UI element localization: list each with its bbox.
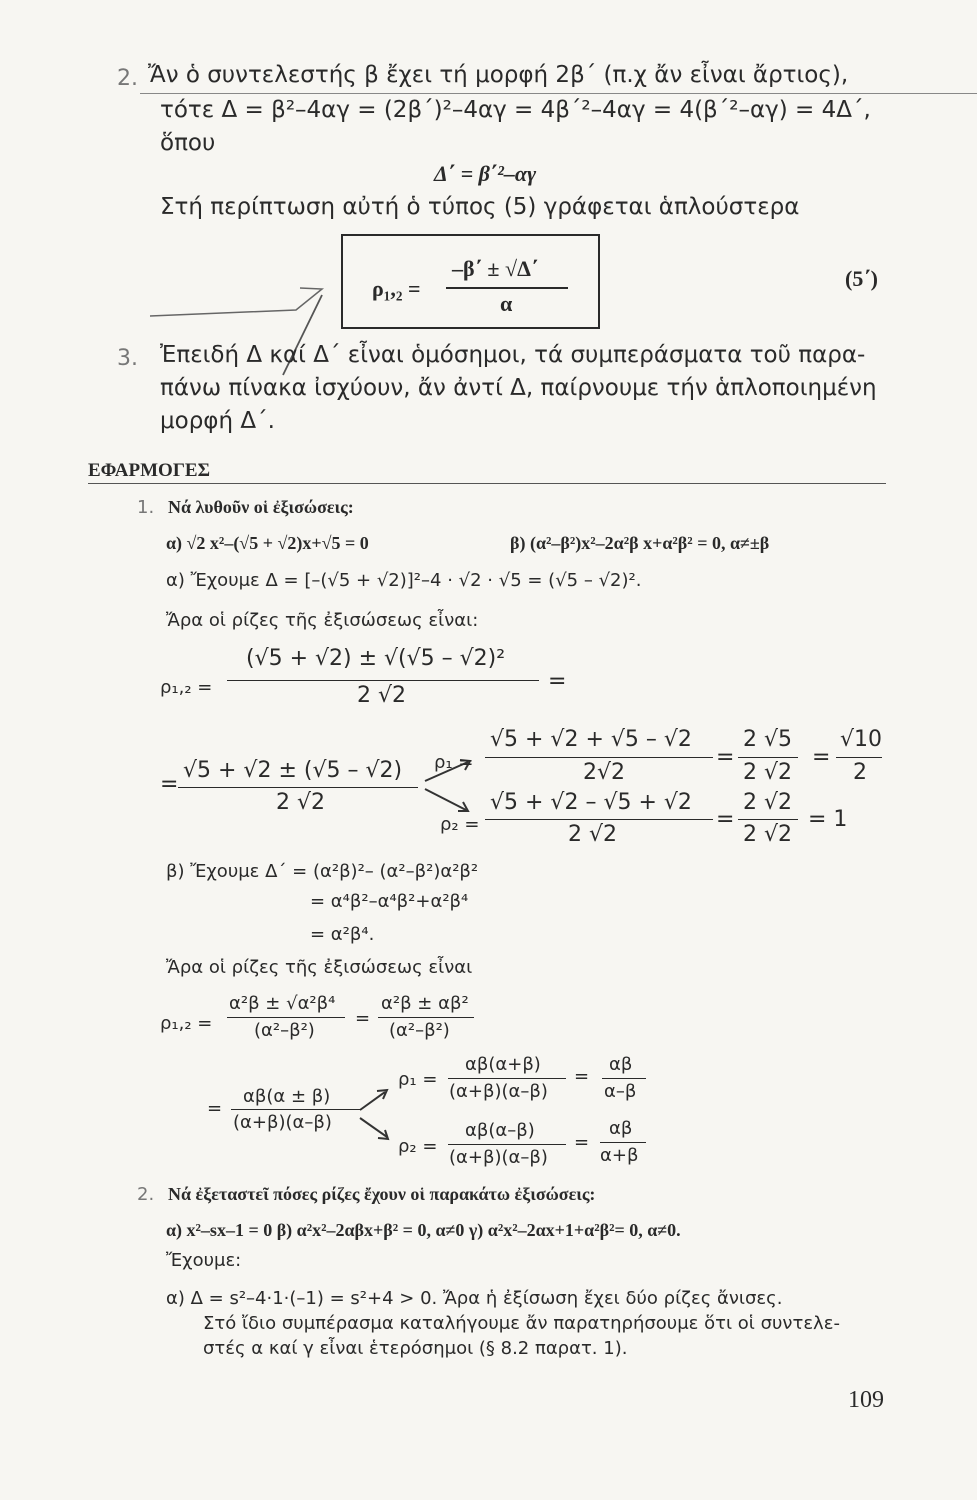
split-denominator: 2 √2 xyxy=(276,790,326,815)
rho2-numerator: √5 + √2 – √5 + √2 xyxy=(490,790,692,815)
rho2-mid-numerator: 2 √2 xyxy=(743,790,793,815)
b-roots-denominator-2: (α²–β²) xyxy=(389,1020,450,1041)
rho1-mid-denominator: 2 √2 xyxy=(743,760,793,785)
rho1-mid-numerator: 2 √5 xyxy=(743,727,793,752)
exercise-1-equation-b: β) (α²–β²)x²–2α²β x+α²β² = 0, α≠±β xyxy=(510,533,770,553)
delta-prime-formula: Δ΄ = β΄²–αγ xyxy=(434,161,537,186)
rho1-result-bar xyxy=(836,757,882,758)
b-rho1-result-bar xyxy=(602,1078,646,1079)
split-numerator: √5 + √2 ± (√5 – √2) xyxy=(183,758,403,783)
b-roots-denominator-1: (α²–β²) xyxy=(254,1020,315,1041)
b-rho1-equals: = xyxy=(574,1066,590,1087)
roots-numerator: (√5 + √2) ± √(√5 – √2)² xyxy=(246,646,506,671)
exercise-2-intro: Ἔχουμε: xyxy=(166,1250,242,1271)
formula-tag: (5΄) xyxy=(845,266,878,291)
rho2-mid-denominator: 2 √2 xyxy=(743,822,793,847)
page-number: 109 xyxy=(848,1387,884,1413)
b-rho2-denominator: (α+β)(α–β) xyxy=(449,1147,548,1168)
b-roots-lhs: ρ₁,₂ = xyxy=(160,1013,213,1034)
b-rho1-result-numerator: αβ xyxy=(609,1054,633,1075)
heading-rule xyxy=(88,483,886,484)
b-rho2-result-numerator: αβ xyxy=(609,1118,633,1139)
b-rho1-label: ρ₁ = xyxy=(398,1069,438,1090)
b-roots-numerator-2: α²β ± αβ² xyxy=(381,993,469,1014)
exercise-1-number: 1. xyxy=(137,497,155,518)
rho2-equals-1: = xyxy=(716,807,735,832)
rho1-equals-1: = xyxy=(716,745,735,770)
rho2-result: = 1 xyxy=(808,807,848,832)
rho2-denominator: 2 √2 xyxy=(568,822,618,847)
b-rho1-denominator: (α+β)(α–β) xyxy=(449,1081,548,1102)
rho1-label: ρ₁ = xyxy=(434,752,474,773)
exercise-1-equation-a: α) √2 x²–(√5 + √2)x+√5 = 0 xyxy=(166,533,369,553)
b-rho2-bar xyxy=(448,1144,566,1145)
solution-b-line-3: = α²β⁴. xyxy=(310,924,375,945)
b-rho2-result-denominator: α+β xyxy=(600,1145,639,1166)
rho1-result-denominator: 2 xyxy=(853,760,867,785)
exercise-2-solution-line-3: στές α καί γ εἶναι ἑτερόσημοι (§ 8.2 παρατ. 1). xyxy=(203,1338,628,1359)
solution-a-line-1: α) Ἔχουμε Δ = [–(√5 + √2)]²–4 · √2 · √5 = (√5 – √2)². xyxy=(166,570,642,591)
roots-fraction-bar xyxy=(227,680,539,681)
b-rho1-numerator: αβ(α+β) xyxy=(465,1054,541,1075)
b-split-equals: = xyxy=(207,1098,223,1119)
rho2-label: ρ₂ = xyxy=(440,814,480,835)
b-roots-bar-2 xyxy=(378,1017,474,1018)
b-rho2-numerator: αβ(α–β) xyxy=(465,1120,535,1141)
b-rho2-result-bar xyxy=(600,1142,646,1143)
section-3-number: 3. xyxy=(117,346,138,371)
b-roots-numerator-1: α²β ± √α²β⁴ xyxy=(229,993,336,1014)
roots-denominator: 2 √2 xyxy=(357,683,407,708)
rho1-mid-bar xyxy=(738,757,798,758)
roots-lhs: ρ₁,₂ = xyxy=(160,677,213,698)
section-3-line-2: πάνω πίνακα ἰσχύουν, ἄν ἀντί Δ, παίρνουμε τήν ἁπλοποιημένη xyxy=(160,375,877,401)
solution-b-line-1: β) Ἔχουμε Δ΄ = (α²β)²– (α²–β²)α²β² xyxy=(166,861,479,882)
b-roots-bar-1 xyxy=(227,1017,345,1018)
b-split-bar xyxy=(231,1109,361,1110)
section-2-line-3: ὅπου xyxy=(160,130,216,156)
rho2-mid-bar xyxy=(738,819,798,820)
section-2-line-4: Στή περίπτωση αὐτή ὁ τύπος (5) γράφεται ἁπλούστερα xyxy=(160,194,800,220)
applications-heading: ΕΦΑΡΜΟΓΕΣ xyxy=(88,460,210,481)
boxed-formula-numerator: –β΄ ± √Δ΄ xyxy=(452,256,539,281)
solution-a-line-2: Ἄρα οἱ ρίζες τῆς ἐξισώσεως εἶναι: xyxy=(166,610,479,631)
split-fraction-bar xyxy=(178,787,418,788)
rho1-result-numerator: √10 xyxy=(840,727,883,752)
split-equals: = xyxy=(160,772,179,797)
rho1-fraction-bar xyxy=(485,757,713,758)
b-rho1-bar xyxy=(448,1078,566,1079)
b-rho2-label: ρ₂ = xyxy=(398,1136,438,1157)
exercise-2-prompt: Νά ἐξεταστεῖ πόσες ρίζες ἔχουν οἱ παρακάτω ἐξισώσεις: xyxy=(168,1184,596,1204)
section-3-line-3: μορφή Δ΄. xyxy=(160,408,275,434)
rho1-numerator: √5 + √2 + √5 – √2 xyxy=(490,727,692,752)
exercise-1-prompt: Νά λυθοῦν οἱ ἐξισώσεις: xyxy=(168,497,354,517)
solution-b-line-4: Ἄρα οἱ ρίζες τῆς ἐξισώσεως εἶναι xyxy=(166,957,473,978)
section-2-number: 2. xyxy=(117,66,138,91)
exercise-2-number: 2. xyxy=(137,1184,155,1205)
b-roots-equals: = xyxy=(355,1008,371,1029)
roots-equals: = xyxy=(548,669,567,694)
rho2-fraction-bar xyxy=(485,819,713,820)
b-split-numerator: αβ(α ± β) xyxy=(243,1086,331,1107)
exercise-2-solution-line-2: Στό ἴδιο συμπέρασμα καταλήγουμε ἄν παρατηρήσουμε ὅτι οἱ συντελε- xyxy=(203,1313,840,1334)
section-2-line-1: Ἄν ὁ συντελεστής β ἔχει τή μορφή 2β΄ (π.χ ἄν εἶναι ἄρτιος), xyxy=(148,62,849,88)
boxed-formula-lhs: ρ₁,₂ = xyxy=(372,276,421,301)
b-rho2-equals: = xyxy=(574,1132,590,1153)
b-split-denominator: (α+β)(α–β) xyxy=(233,1112,332,1133)
rho1-denominator: 2√2 xyxy=(583,760,626,785)
b-rho1-result-denominator: α–β xyxy=(604,1081,637,1102)
exercise-2-solution-line-1: α) Δ = s²–4·1·(–1) = s²+4 > 0. Ἄρα ἡ ἐξίσωση ἔχει δύο ρίζες ἄνισες. xyxy=(166,1288,783,1309)
exercise-2-equations: α) x²–sx–1 = 0 β) α²x²–2αβx+β² = 0, α≠0 γ) α²x²–2αx+1+α²β²= 0, α≠0. xyxy=(166,1220,681,1240)
boxed-formula-denominator: α xyxy=(500,291,513,316)
section-3-line-1: Ἐπειδή Δ καί Δ΄ εἶναι ὁμόσημοι, τά συμπεράσματα τοῦ παρα- xyxy=(160,342,866,368)
solution-b-line-2: = α⁴β²–α⁴β²+α²β⁴ xyxy=(310,891,469,912)
section-2-line-2: τότε Δ = β²–4αγ = (2β΄)²–4αγ = 4β΄²–4αγ = 4(β΄²–αγ) = 4Δ΄, xyxy=(160,97,871,123)
rho1-equals-2: = xyxy=(812,745,831,770)
